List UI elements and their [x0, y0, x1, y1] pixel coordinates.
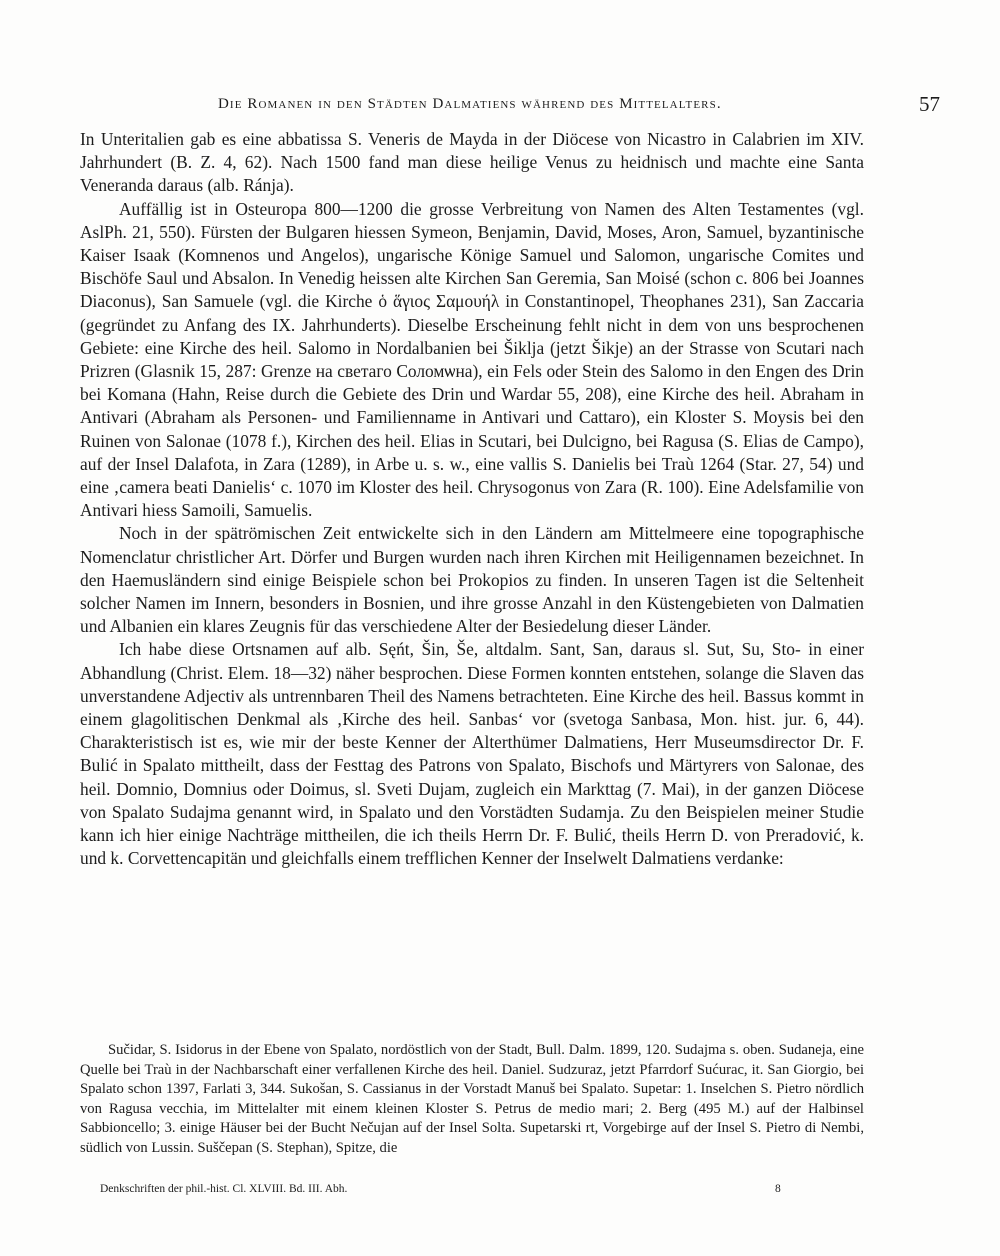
signature-mark: 8 [775, 1183, 781, 1195]
footer-line [80, 1183, 864, 1201]
running-header [80, 92, 940, 122]
page-number: 57 [919, 92, 940, 116]
small-print-paragraph: Sučidar, S. Isidorus in der Ebene von Spalato, nordöstlich von der Stadt, Bull. Dalm. 1899, 120. Sudajma s. oben. Sudaneja, eine Quelle bei Traù in der Nachbarschaft einer verfallenen Kirche des heil. Daniel. Sudzuraz, jetzt Pfarrdorf Sućurac, it. San Giorgio, bei Spalato schon 1397, Farlati 3, 344. Sukošan, S. Cassianus in der Vorstadt Manuš bei Spalato. Supetar: 1. Inselchen S. Pietro nördlich von Ragusa vecchia, im Mittelalter mit einem kleinen Kloster S. Petrus de medio mari; 2. Berg (495 M.) auf der Halbinsel Sabbioncello; 3. einige Häuser bei der Bucht Nečujan auf der Insel Solta. Supetarski rt, Vorgebirge auf der Insel S. Pietro di Nembi, südlich von Lussin. Suščepan (S. Stephan), Spitze, die [80, 1042, 864, 1156]
running-title: Die Romanen in den Städten Dalmatiens während des Mittelalters. [218, 96, 722, 112]
paragraph: Ich habe diese Ortsnamen auf alb. Sęńt, Šin, Še, altdalm. Sant, San, daraus sl. Sut, Su, Sto- in einer Abhandlung (Christ. Elem. 18—32) näher besprochen. Diese Formen konnten entstehen, solange die Slaven das unverstandene Adjectiv als untrennbaren Theil des Namens betrachteten. Eine Kirche des heil. Bassus kommt in einem glagolitischen Denkmal als ‚Kirche des heil. Sanbas‘ vor (svetoga Sanbasa, Mon. hist. jur. 6, 44). Charakteristisch ist es, wie mir der beste Kenner der Alterthümer Dalmatiens, Herr Museumsdirector Dr. F. Bulić in Spalato mittheilt, dass der Festtag des Patrons von Spalato, Bischofs und Märtyrers von Salonae, des heil. Domnio, Domnius oder Doimus, sl. Sveti Dujam, zugleich ein Markttag (7. Mai), in der ganzen Diöcese von Spalato Sudajma genannt wird, in Spalato und den Vorstädten Sudamja. Zu den Beispielen meiner Studie kann ich hier einige Nachträge mittheilen, die ich theils Herrn Dr. F. Bulić, theils Herrn D. von Preradović, k. und k. Corvettencapitän und gleichfalls einem trefflichen Kenner der Inselwelt Dalmatiens verdanke: [80, 639, 864, 869]
paragraph: Auffällig ist in Osteuropa 800—1200 die grosse Verbreitung von Namen des Alten Testamentes (vgl. AslPh. 21, 550). Fürsten der Bulgaren hiessen Symeon, Benjamin, David, Moses, Aron, Samuel, byzantinische Kaiser Isaak (Komnenos und Angelos), ungarische Könige Samuel und Salomon, ungarische Comites und Bischöfe Saul und Absalon. In Venedig heissen alte Kirchen San Geremia, San Moisé (schon c. 806 bei Joannes Diaconus), San Samuele (vgl. die Kirche ὁ ἅγιος Σαμουήλ in Constantinopel, Theophanes 231), San Zaccaria (gegründet zu Anfang des IX. Jahrhunderts). Dieselbe Erscheinung fehlt nicht in dem von uns besprochenen Gebiete: eine Kirche des heil. Salomo in Nordalbanien bei Šiklja (jetzt Šikje) an der Strasse von Scutari nach Prizren (Glasnik 15, 287: Grenze на светаго Соломѡна), ein Fels oder Stein des Salomo in den Engen des Drin bei Komana (Hahn, Reise durch die Gebiete des Drin und Wardar 55, 208), eine Kirche des heil. Abraham in Antivari (Abraham als Personen- und Familienname in Antivari und Cattaro), ein Kloster S. Moysis bei den Ruinen von Salonae (1078 f.), Kirchen des heil. Elias in Scutari, bei Dulcigno, bei Ragusa (S. Elias de Campo), auf der Insel Dalafota, in Zara (1289), in Arbe u. s. w., eine vallis S. Danielis bei Traù 1264 (Star. 27, 54) und eine ‚camera beati Danielis‘ c. 1070 im Kloster des heil. Chrysogonus von Zara (R. 100). Eine Adelsfamilie von Antivari hiess Samoili, Samuelis. [80, 198, 864, 521]
small-print-list [80, 1041, 864, 1159]
paragraph: Noch in der spätrömischen Zeit entwickelte sich in den Ländern am Mittelmeere eine topographische Nomenclatur christlicher Art. Dörfer und Burgen wurden nach ihren Kirchen mit Heiligennamen bezeichnet. In den Haemusländern sind einige Beispiele schon bei Prokopios zu finden. In unseren Tagen ist die Seltenheit solcher Namen im Innern, besonders in Bosnien, und ihre grosse Anzahl in den Küstengebieten von Dalmatien und Albanien ein klares Zeugnis für das verschiedene Alter der Besiedelung dieser Länder. [80, 523, 864, 637]
paragraph: In Unteritalien gab es eine abbatissa S. Veneris de Mayda in der Diöcese von Nicastro in Calabrien im XIV. Jahrhundert (B. Z. 4, 62). Nach 1500 fand man diese heilige Venus zu heidnisch und machte eine Santa Veneranda daraus (alb. Ránja). [80, 129, 864, 196]
series-line: Denkschriften der phil.-hist. Cl. XLVIII. Bd. III. Abh. [100, 1183, 348, 1195]
main-text [80, 128, 864, 871]
